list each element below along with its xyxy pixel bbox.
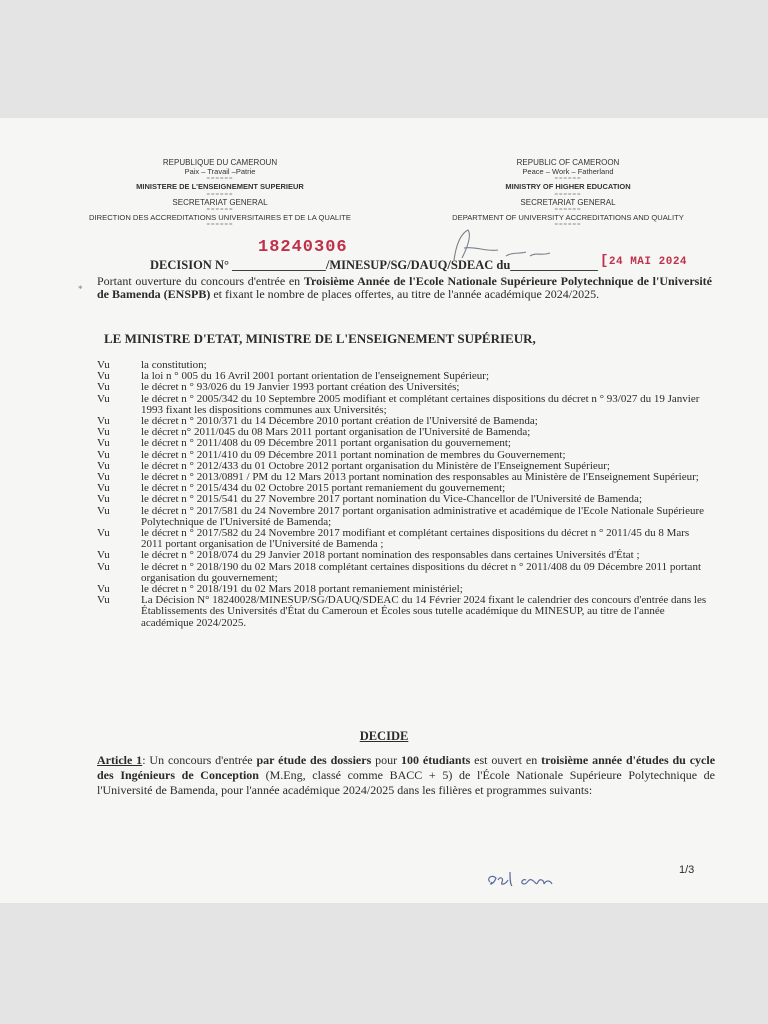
margin-asterisk-icon: * — [78, 284, 83, 294]
list-item — [97, 550, 717, 561]
page-number: 1/3 — [679, 864, 695, 876]
stamped-decision-date — [600, 253, 687, 269]
header-left-separator: ====== — [206, 222, 234, 228]
stamped-decision-number: 18240306 — [258, 238, 348, 257]
article-text: pour — [371, 753, 402, 767]
header-right-separator: ====== — [554, 176, 582, 182]
article-bold: 100 étudiants — [401, 753, 471, 767]
vu-text: le décret n ° 2011/410 du 09 Décembre 2011 portant nomination de membres du Gouvernement; — [141, 448, 566, 461]
vu-label: Vu — [97, 459, 110, 472]
vu-label: Vu — [97, 549, 110, 562]
vu-label: Vu — [97, 448, 110, 461]
list-item — [97, 438, 717, 449]
vu-label: Vu — [97, 527, 110, 540]
header-left-secretariat: SECRETARIAT GENERAL — [172, 198, 268, 207]
header-left-motto: Paix – Travail –Patrie — [184, 167, 256, 176]
intro-text-2: et fixant le nombre de places offertes, au titre de l'année académique — [210, 287, 545, 301]
vu-list — [97, 360, 717, 629]
list-item — [97, 595, 717, 629]
vu-label: Vu — [97, 583, 110, 596]
vu-text: le décret n° 2011/045 du 08 Mars 2011 portant organisation de l'Université de Bamenda; — [141, 426, 531, 439]
vu-text: le décret n ° 2011/408 du 09 Décembre 2011 portant organisation du gouvernement; — [141, 437, 511, 450]
vu-label: Vu — [97, 392, 110, 405]
decide-heading: DECIDE — [359, 729, 409, 743]
vu-text: la loi n ° 005 du 16 Avril 2001 portant orientation de l'enseignement Supérieur; — [141, 370, 490, 383]
vu-text: le décret n ° 2005/342 du 10 Septembre 2005 modifiant et complétant certaines dispositions du décret n ° 93/027 du 19 Janvier 1993 fixant les dispositions communes aux Universités; — [141, 392, 700, 416]
list-item — [97, 382, 717, 393]
vu-text: le décret n ° 2015/434 du 02 Octobre 2015 portant remaniement du gouvernement; — [141, 482, 506, 495]
header-right-motto: Peace – Work – Fatherland — [522, 167, 614, 176]
article-1 — [97, 753, 715, 798]
decision-reference: /MINESUP/SG/DAUQ/SDEAC du — [325, 258, 511, 272]
stamp-bracket-icon: [ — [600, 253, 609, 269]
decision-blank-number: _______________ — [232, 258, 326, 272]
vu-label: Vu — [97, 381, 110, 394]
vu-label: Vu — [97, 359, 110, 371]
vu-text: le décret n ° 2010/371 du 14 Décembre 2010 portant création de l'Université de Bamenda; — [141, 415, 538, 428]
decision-prefix: DECISION N° — [150, 258, 229, 272]
header-left-direction: DIRECTION DES ACCREDITATIONS UNIVERSITAIRES ET DE LA QUALITE — [89, 213, 351, 222]
list-item — [97, 528, 717, 550]
vu-label: Vu — [97, 560, 110, 573]
vu-text: le décret n ° 2018/074 du 29 Janvier 2018 portant nomination des responsables dans certaines Universités d'État ; — [141, 549, 640, 562]
article-label: Article 1 — [97, 753, 143, 767]
vu-label: Vu — [97, 370, 110, 383]
vu-label: Vu — [97, 437, 110, 450]
header-left-separator: ====== — [206, 192, 234, 198]
article-bold: troisième année d'études du cycle des Ingénieurs de Conception — [97, 753, 716, 782]
vu-text: le décret n ° 2015/541 du 27 Novembre 2017 portant nomination du Vice-Chancellor de l'Université de Bamenda; — [141, 493, 642, 506]
header-left — [60, 158, 380, 228]
header-right-secretariat: SECRETARIAT GENERAL — [520, 198, 616, 207]
minister-title: LE MINISTRE D'ETAT, MINISTRE DE L'ENSEIGNEMENT SUPÉRIEUR, — [104, 331, 536, 346]
intro-text: Portant ouverture du concours d'entrée en — [97, 274, 304, 288]
vu-text: la constitution; — [141, 359, 207, 371]
vu-text: le décret n ° 2018/190 du 02 Mars 2018 complétant certaines dispositions du décret n ° 2011/408 du 09 Décembre 2011 portant organisation du gouvernement; — [141, 560, 701, 584]
header-right-ministry: MINISTRY OF HIGHER EDUCATION — [505, 182, 631, 191]
article-text: (M.Eng, classé comme BACC + 5) de l'École Nationale Supérieure Polytechnique de l'Université de Bamenda, pour l'année académique 2024/2025 dans les filières et programmes suivants: — [97, 768, 716, 797]
vu-text: le décret n ° 2017/581 du 24 Novembre 2017 portant organisation administrative et académique de l'Ecole Nationale Supérieure Polytechnique de l'Université de Bamenda; — [141, 504, 705, 528]
vu-text: le décret n ° 93/026 du 19 Janvier 1993 portant création des Universités; — [141, 381, 460, 394]
stamped-date-text: 24 MAI 2024 — [608, 256, 688, 268]
header-right — [418, 158, 718, 228]
vu-text: La Décision N° 18240028/MINESUP/SG/DAUQ/SDEAC du 14 Février 2024 fixant le calendrier des concours d'entrée dans les Établissements des Universités d'État du Cameroun et Écoles sous tutelle académique du MINESUP, au titre de l'année académique 2024/2025. — [141, 594, 707, 629]
decision-line — [150, 258, 598, 273]
list-item — [97, 562, 717, 584]
header-right-direction: DEPARTMENT OF UNIVERSITY ACCREDITATIONS AND QUALITY — [452, 213, 684, 222]
handwritten-initials-mark — [482, 866, 582, 892]
article-bold: par étude des dossiers — [256, 753, 372, 767]
vu-label: Vu — [97, 504, 110, 517]
header-left-ministry: MINISTERE DE L'ENSEIGNEMENT SUPERIEUR — [136, 182, 304, 191]
vu-label: Vu — [97, 482, 110, 495]
vu-label: Vu — [97, 594, 110, 607]
list-item — [97, 494, 717, 505]
vu-label: Vu — [97, 426, 110, 439]
list-item — [97, 394, 717, 416]
article-text: est ouvert en — [470, 753, 542, 767]
header-right-separator: ====== — [554, 222, 582, 228]
vu-text: le décret n ° 2013/0891 / PM du 12 Mars 2013 portant nomination des responsables au Ministère de l'Enseignement Supérieur; — [141, 471, 699, 484]
header-right-separator: ====== — [554, 192, 582, 198]
header-left-separator: ====== — [206, 207, 234, 213]
header-right-country: REPUBLIC OF CAMEROON — [516, 158, 620, 167]
vu-text: le décret n ° 2017/582 du 24 Novembre 2017 modifiant et complétant certaines dispositions du décret n ° 2011/45 du 8 Mars 2011 portant organisation de l'Université de Bamenda ; — [141, 527, 690, 551]
vu-text: le décret n ° 2012/433 du 01 Octobre 2012 portant organisation du Ministère de l'Enseignement Supérieur; — [141, 459, 610, 472]
header-left-separator: ====== — [206, 176, 234, 182]
vu-label: Vu — [97, 493, 110, 506]
vu-label: Vu — [97, 471, 110, 484]
header-right-separator: ====== — [554, 207, 582, 213]
vu-label: Vu — [97, 415, 110, 428]
decision-intro — [97, 275, 712, 301]
vu-text: le décret n ° 2018/191 du 02 Mars 2018 portant remaniement ministériel; — [141, 583, 463, 596]
article-text: : Un concours d'entrée — [142, 753, 257, 767]
intro-year: 2024/2025. — [544, 287, 600, 301]
intro-school: Troisième Année de l'Ecole Nationale Supérieure Polytechnique de l'Université de Bamenda (ENSPB) — [97, 274, 712, 301]
header-left-country: REPUBLIQUE DU CAMEROUN — [162, 158, 278, 167]
list-item — [97, 506, 717, 528]
decision-blank-date: ______________ — [510, 258, 598, 272]
